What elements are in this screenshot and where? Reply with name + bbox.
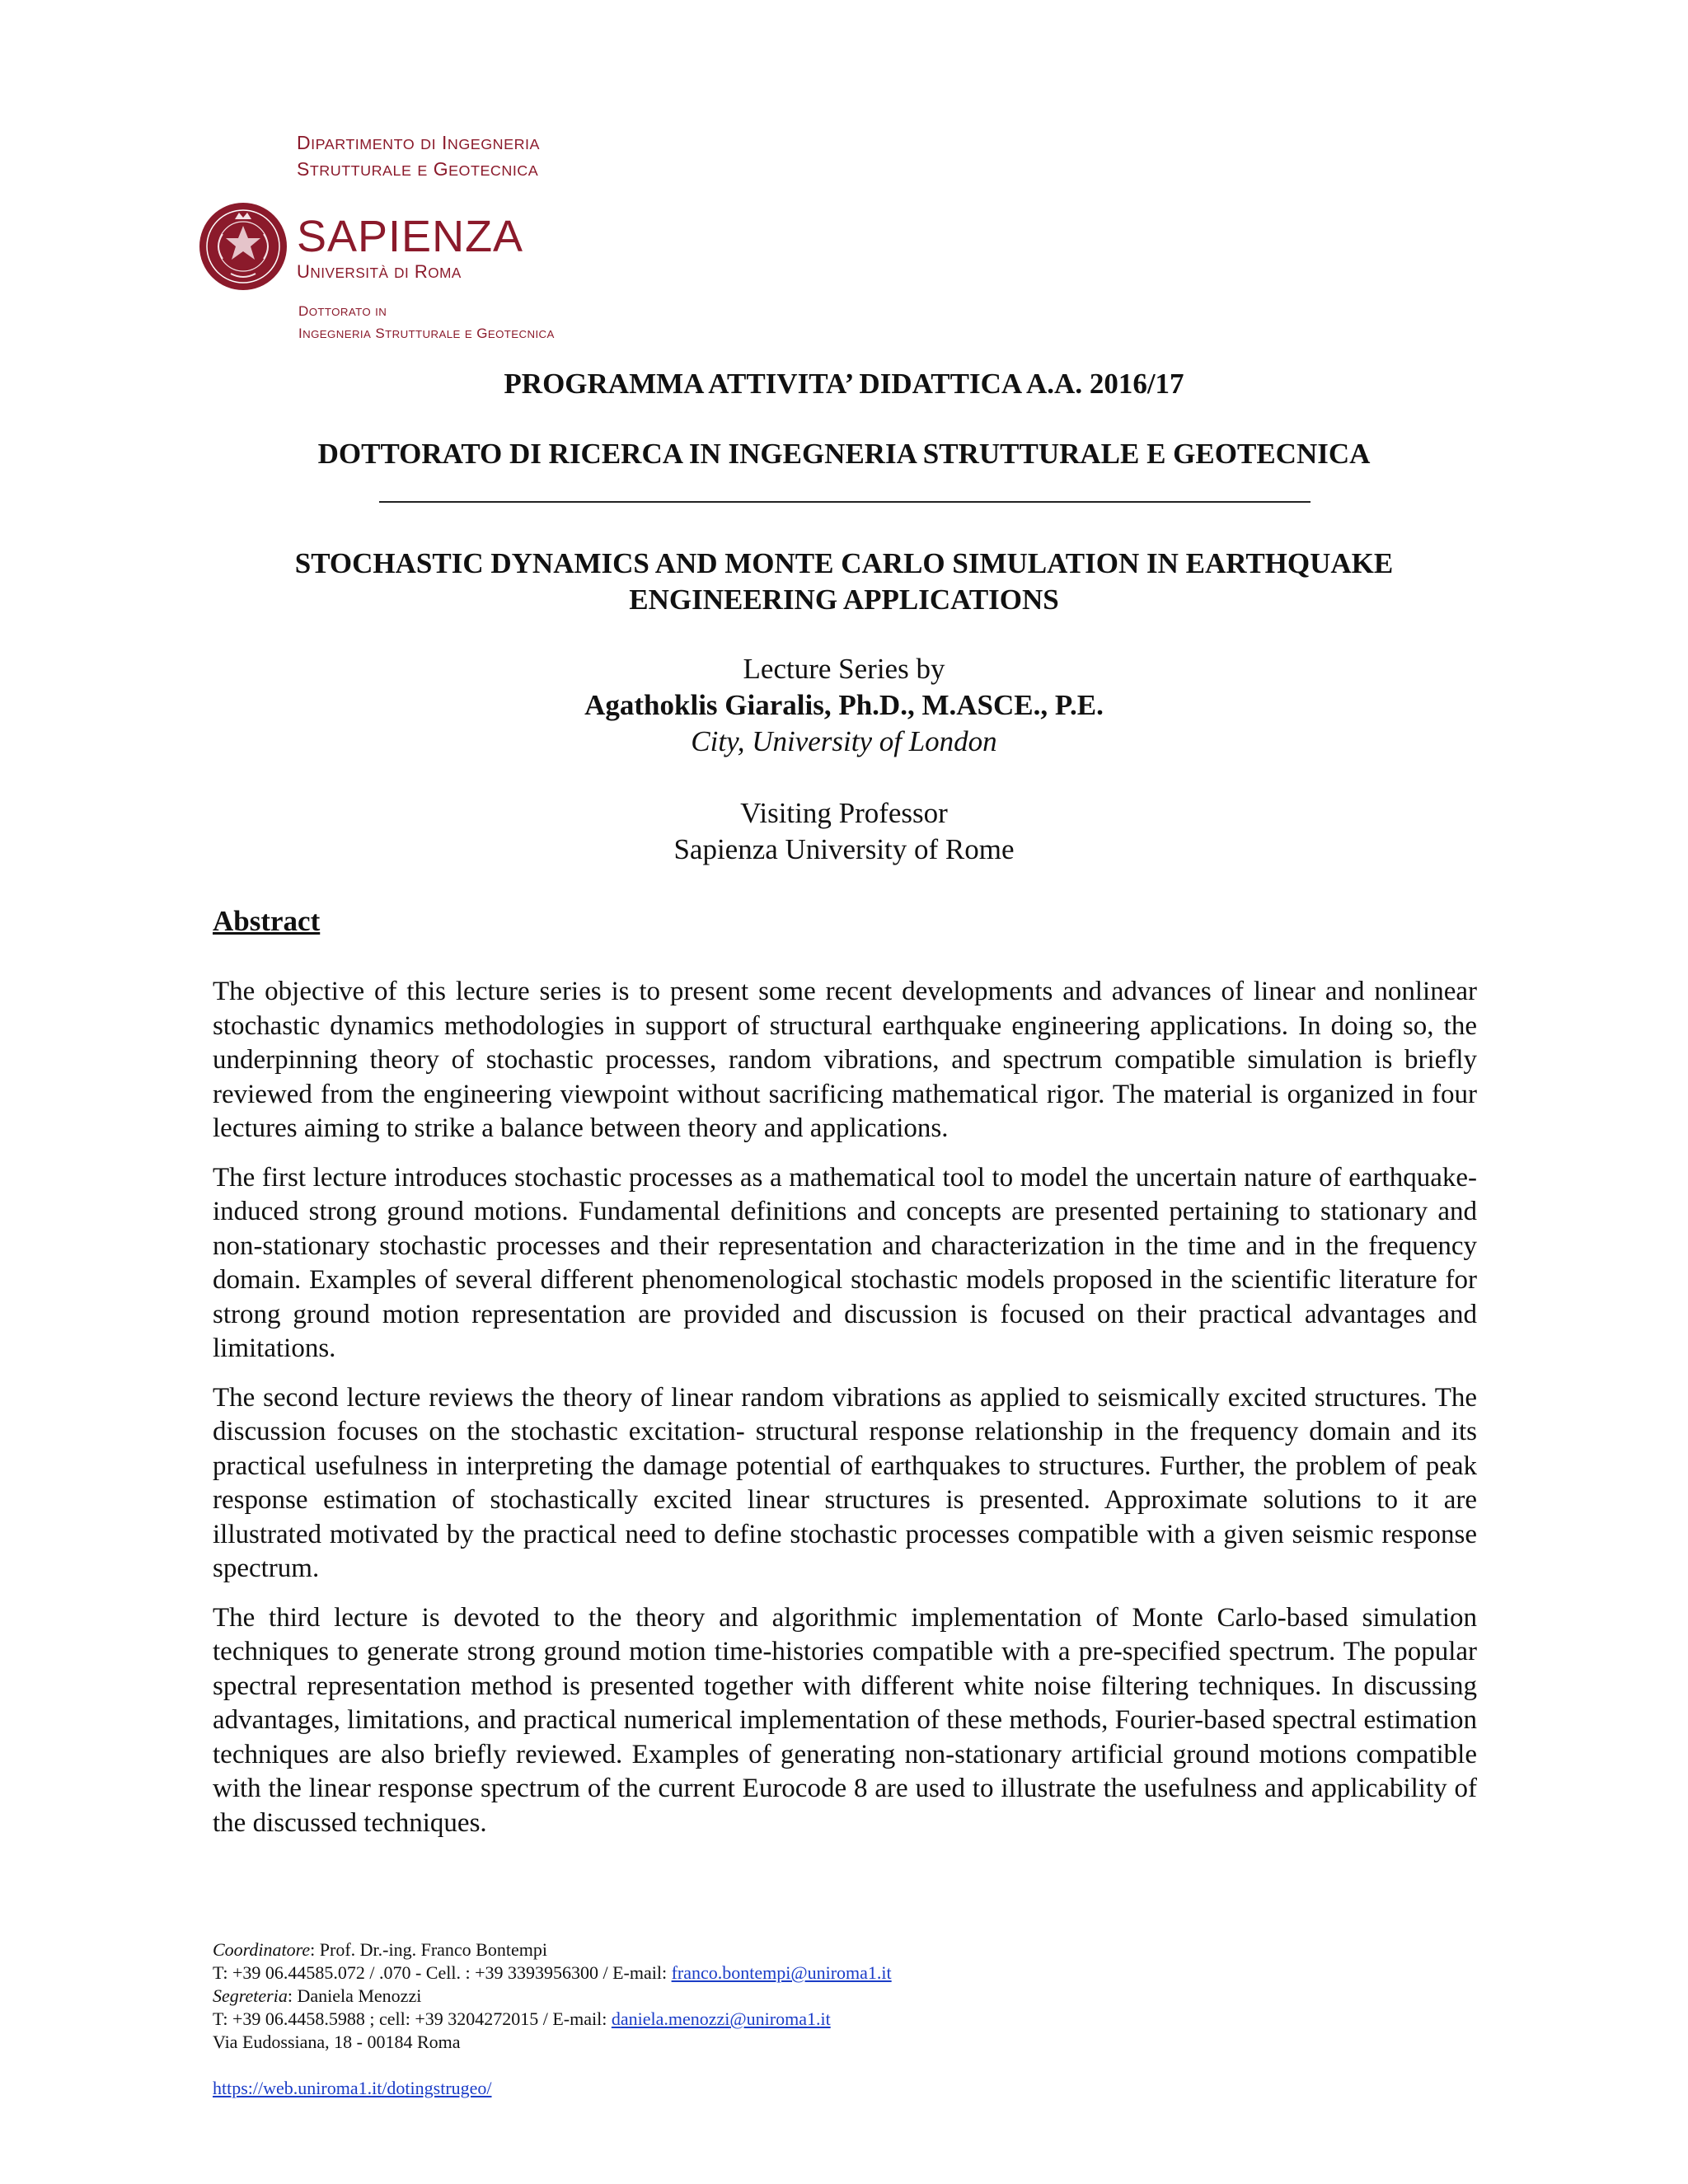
secretary-phone: T: +39 06.4458.5988 ; cell: +39 3204272015 / E-mail:: [213, 2008, 612, 2029]
lecturer-affiliation: City, University of London: [691, 725, 997, 757]
university-subtitle: UNIVERSITÀ DI ROMA: [297, 261, 462, 282]
department-line-2: STRUTTURALE E GEOTECNICA: [297, 158, 539, 180]
secretary-contact-line: [213, 2008, 892, 2031]
sapienza-seal-icon: [198, 201, 288, 292]
visiting-role: Visiting Professor: [740, 797, 948, 829]
abstract-paragraph: The second lecture reviews the theory of linear random vibrations as applied to seismically excited structures. The discussion focuses on the stochastic excitation- structural response relationship in the frequency domain and its practical usefulness in interpreting the damage potential of earthquakes to structures. Further, the problem of peak response estimation of stochastically excited linear structures is presented. Approximate solutions to it are illustrated motivated by the practical need to define stochastic processes compatible with a given seismic response spectrum.: [213, 1382, 1477, 1583]
university-name: SAPIENZA: [297, 212, 524, 261]
website-link[interactable]: https://web.uniroma1.it/dotingstrugeo/: [213, 2078, 492, 2098]
coordinator-phone: T: +39 06.44585.072 / .070 - Cell. : +39 3393956300 / E-mail:: [213, 1962, 672, 1983]
doctorate-title: DOTTORATO DI RICERCA IN INGEGNERIA STRUTTURALE E GEOTECNICA: [317, 438, 1371, 470]
abstract-paragraph: The third lecture is devoted to the theory and algorithmic implementation of Monte Carlo-based simulation techniques to generate strong ground motion time-histories compatible with a pre-specified spectrum. The popular spectral representation method is presented together with different white noise filtering techniques. In discussing advantages, limitations, and practical numerical implementation of these methods, Fourier-based spectral estimation techniques are also briefly reviewed. Examples of generating non-stationary artificial ground motions compatible with the linear response spectrum of the current Eurocode 8 are used to illustrate the usefulness and applicability of the discussed techniques.: [213, 1602, 1477, 1838]
phd-program-line-1: DOTTORATO IN: [298, 303, 387, 319]
visiting-block: [0, 795, 1688, 868]
coordinator-name: : Prof. Dr.-ing. Franco Bontempi: [310, 1939, 547, 1960]
address-line: Via Eudossiana, 18 - 00184 Roma: [213, 2032, 461, 2052]
contact-footer: [213, 1938, 892, 2100]
coordinator-email-link[interactable]: franco.bontempi@uniroma1.it: [671, 1962, 892, 1983]
lecturer-block: [0, 651, 1688, 760]
coordinator-line: [213, 1938, 892, 1961]
secretary-line: [213, 1985, 892, 2008]
abstract-body: [213, 975, 1477, 1855]
university-logo-text: [297, 213, 523, 284]
course-title-line-2: ENGINEERING APPLICATIONS: [629, 583, 1059, 616]
department-header: [297, 130, 540, 183]
secretary-email-link[interactable]: daniela.menozzi@uniroma1.it: [611, 2008, 831, 2029]
secretary-name: : Daniela Menozzi: [287, 1985, 422, 2006]
lecture-intro: Lecture Series by: [743, 653, 945, 685]
phd-program-line-2: INGEGNERIA STRUTTURALE E GEOTECNICA: [298, 326, 555, 341]
coordinator-label: Coordinatore: [213, 1939, 311, 1960]
title-divider: [379, 501, 1311, 503]
abstract-paragraph: The objective of this lecture series is to present some recent developments and advances of linear and nonlinear stochastic dynamics methodologies in support of structural earthquake engineering applications. In doing so, the underpinning theory of stochastic processes, random vibrations, and spectrum compatible simulation is briefly reviewed from the engineering viewpoint without sacrificing mathematical rigor. The material is organized in four lectures aiming to strike a balance between theory and applications.: [213, 977, 1477, 1143]
phd-program-header: [298, 301, 555, 345]
course-title: [0, 546, 1688, 618]
abstract-paragraph: The first lecture introduces stochastic processes as a mathematical tool to model the uncertain nature of earthquake-induced strong ground motions. Fundamental definitions and concepts are presented pertaining to stationary and non-stationary stochastic processes and their representation and characterization in the time and in the frequency domain. Examples of several different phenomenological stochastic models proposed in the scientific literature for strong ground motion representation are provided and discussion is focused on their practical advantages and limitations.: [213, 1162, 1477, 1363]
coordinator-contact-line: [213, 1961, 892, 1985]
course-title-line-1: STOCHASTIC DYNAMICS AND MONTE CARLO SIMULATION IN EARTHQUAKE: [294, 547, 1394, 579]
visiting-host: Sapienza University of Rome: [673, 833, 1015, 865]
lecturer-name: Agathoklis Giaralis, Ph.D., M.ASCE., P.E.: [584, 689, 1104, 721]
programme-title: PROGRAMMA ATTIVITA’ DIDATTICA A.A. 2016/17: [504, 368, 1184, 400]
abstract-heading: Abstract: [213, 905, 321, 937]
secretary-label: Segreteria: [213, 1985, 288, 2006]
department-line-1: DIPARTIMENTO DI INGEGNERIA: [297, 132, 541, 153]
